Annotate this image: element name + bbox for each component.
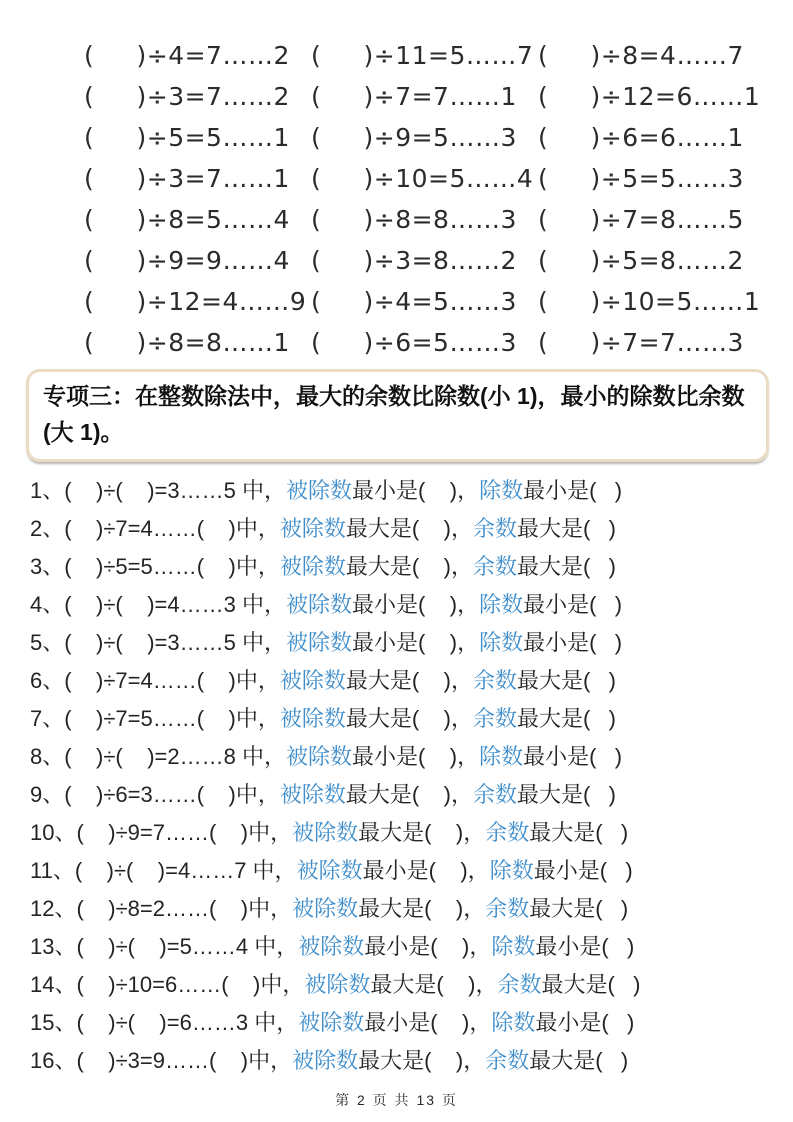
question-middle-text: 最小是( )，	[351, 478, 480, 503]
divisor-remainder-term: 余数	[472, 782, 517, 807]
question-middle-text: 最小是( )，	[362, 858, 490, 883]
division-equation: ( )÷11=5……7	[311, 41, 534, 70]
divisor-remainder-term: 除数	[491, 1010, 536, 1035]
division-equation: ( )÷3=7……1	[84, 164, 290, 193]
question-tail-text: 最大是( )	[529, 820, 629, 845]
question-tail-text: 最小是( )	[523, 478, 623, 503]
divisor-remainder-term: 除数	[479, 744, 524, 769]
question-equation: ( )÷( )=5……4 中，	[76, 934, 299, 959]
question-number: 8、	[30, 744, 65, 769]
dividend-term: 被除数	[279, 516, 346, 541]
question-equation: ( )÷3=9……( )中，	[76, 1048, 293, 1073]
question-tail-text: 最大是( )	[517, 668, 616, 693]
question-number: 5、	[30, 630, 65, 655]
question-tail-text: 最小是( )	[533, 858, 633, 883]
dividend-term: 被除数	[285, 630, 352, 655]
division-equation: ( )÷8=8……1	[84, 328, 290, 357]
question-line	[30, 890, 773, 928]
question-middle-text: 最小是( )，	[364, 1010, 492, 1035]
question-tail-text: 最小是( )	[523, 592, 623, 617]
question-tail-text: 最小是( )	[523, 744, 623, 769]
dividend-term: 被除数	[292, 1048, 359, 1073]
question-middle-text: 最大是( )，	[345, 516, 473, 541]
question-line	[30, 852, 773, 890]
question-line	[30, 548, 773, 586]
question-equation: ( )÷( )=2……8 中，	[64, 744, 286, 769]
question-tail-text: 最大是( )	[529, 1048, 629, 1073]
question-tail-text: 最大是( )	[529, 896, 629, 921]
division-equation: ( )÷8=5……4	[84, 205, 290, 234]
division-equation: ( )÷12=6……1	[538, 82, 761, 111]
question-equation: ( )÷( )=3……5 中，	[64, 478, 286, 503]
question-tail-text: 最小是( )	[535, 934, 635, 959]
question-equation: ( )÷5=5……( )中，	[64, 554, 280, 579]
division-equation: ( )÷7=7……3	[538, 328, 744, 357]
division-equation: ( )÷9=9……4	[84, 246, 290, 275]
division-equation: ( )÷5=5……1	[84, 123, 290, 152]
question-line	[30, 472, 773, 510]
division-equation: ( )÷6=6……1	[538, 123, 744, 152]
division-equation: ( )÷7=8……5	[538, 205, 744, 234]
question-equation: ( )÷7=4……( )中，	[64, 668, 280, 693]
question-tail-text: 最大是( )	[517, 706, 616, 731]
dividend-term: 被除数	[279, 706, 346, 731]
dividend-term: 被除数	[279, 668, 346, 693]
divisor-remainder-term: 除数	[489, 858, 534, 883]
question-middle-text: 最大是( )，	[358, 1048, 486, 1073]
divisor-remainder-term: 余数	[497, 972, 542, 997]
question-number: 16、	[30, 1048, 77, 1073]
division-equation: ( )÷8=8……3	[311, 205, 517, 234]
question-middle-text: 最小是( )，	[351, 630, 480, 655]
question-equation: ( )÷9=7……( )中，	[76, 820, 293, 845]
division-equation: ( )÷10=5……1	[538, 287, 761, 316]
question-equation: ( )÷( )=3……5 中，	[64, 630, 286, 655]
question-tail-text: 最大是( )	[517, 516, 616, 541]
question-line	[30, 776, 773, 814]
division-equation: ( )÷4=7……2	[84, 41, 290, 70]
question-middle-text: 最大是( )，	[358, 820, 486, 845]
question-equation: ( )÷6=3……( )中，	[64, 782, 280, 807]
question-line	[30, 738, 773, 776]
question-tail-text: 最大是( )	[517, 782, 616, 807]
question-number: 11、	[30, 858, 75, 883]
question-line	[30, 510, 773, 548]
divisor-remainder-term: 余数	[472, 706, 517, 731]
divisor-remainder-term: 余数	[472, 516, 517, 541]
dividend-term: 被除数	[292, 820, 359, 845]
section-header-text: 专项三：在整数除法中，最大的余数比除数(小 1)，最小的除数比余数(大 1)。	[43, 383, 745, 445]
question-middle-text: 最大是( )，	[358, 896, 486, 921]
question-middle-text: 最大是( )，	[370, 972, 498, 997]
division-equation: ( )÷6=5……3	[311, 328, 517, 357]
question-line	[30, 700, 773, 738]
division-equation: ( )÷5=5……3	[538, 164, 744, 193]
question-tail-text: 最大是( )	[517, 554, 616, 579]
question-number: 15、	[30, 1010, 77, 1035]
question-number: 12、	[30, 896, 77, 921]
division-equation: ( )÷3=7……2	[84, 82, 290, 111]
question-tail-text: 最小是( )	[523, 630, 623, 655]
question-line	[30, 662, 773, 700]
question-number: 10、	[30, 820, 77, 845]
divisor-remainder-term: 除数	[491, 934, 536, 959]
question-line	[30, 1042, 773, 1080]
divisor-remainder-term: 除数	[479, 592, 524, 617]
dividend-term: 被除数	[279, 782, 346, 807]
dividend-term: 被除数	[285, 592, 352, 617]
division-equation: ( )÷12=4……9	[84, 287, 307, 316]
division-equation: ( )÷4=5……3	[311, 287, 517, 316]
divisor-remainder-term: 余数	[472, 668, 517, 693]
question-line	[30, 928, 773, 966]
dividend-term: 被除数	[298, 1010, 365, 1035]
divisor-remainder-term: 余数	[485, 1048, 530, 1073]
question-number: 13、	[30, 934, 77, 959]
question-number: 14、	[30, 972, 77, 997]
question-tail-text: 最小是( )	[535, 1010, 635, 1035]
page-footer: 第 2 页 共 13 页	[335, 1092, 458, 1108]
division-equation: ( )÷7=7……1	[311, 82, 517, 111]
question-number: 1、	[30, 478, 65, 503]
divisor-remainder-term: 除数	[479, 630, 524, 655]
question-equation: ( )÷10=6……( )中，	[76, 972, 305, 997]
question-middle-text: 最大是( )，	[345, 554, 473, 579]
question-tail-text: 最大是( )	[541, 972, 641, 997]
question-line	[30, 624, 773, 662]
division-equations-grid	[84, 42, 777, 357]
dividend-term: 被除数	[285, 478, 352, 503]
dividend-term: 被除数	[296, 858, 363, 883]
question-number: 6、	[30, 668, 65, 693]
dividend-term: 被除数	[304, 972, 371, 997]
divisor-remainder-term: 余数	[485, 820, 530, 845]
question-equation: ( )÷7=4……( )中，	[64, 516, 280, 541]
division-equation: ( )÷5=8……2	[538, 246, 744, 275]
question-line	[30, 586, 773, 624]
question-equation: ( )÷( )=4……7 中，	[74, 858, 297, 883]
division-equation: ( )÷8=4……7	[538, 41, 744, 70]
divisor-remainder-term: 余数	[485, 896, 530, 921]
question-number: 9、	[30, 782, 65, 807]
dividend-term: 被除数	[298, 934, 365, 959]
question-middle-text: 最小是( )，	[364, 934, 492, 959]
dividend-term: 被除数	[279, 554, 346, 579]
question-equation: ( )÷( )=4……3 中，	[64, 592, 286, 617]
division-equation: ( )÷3=8……2	[311, 246, 517, 275]
question-equation: ( )÷( )=6……3 中，	[76, 1010, 299, 1035]
question-number: 7、	[30, 706, 65, 731]
question-equation: ( )÷7=5……( )中，	[64, 706, 280, 731]
division-equation: ( )÷10=5……4	[311, 164, 534, 193]
question-middle-text: 最大是( )，	[345, 706, 473, 731]
question-number: 4、	[30, 592, 65, 617]
dividend-term: 被除数	[292, 896, 359, 921]
question-number: 3、	[30, 554, 65, 579]
question-middle-text: 最大是( )，	[345, 782, 473, 807]
question-middle-text: 最小是( )，	[351, 592, 480, 617]
question-equation: ( )÷8=2……( )中，	[76, 896, 293, 921]
question-middle-text: 最小是( )，	[351, 744, 480, 769]
division-equation: ( )÷9=5……3	[311, 123, 517, 152]
divisor-remainder-term: 余数	[472, 554, 517, 579]
divisor-remainder-term: 除数	[479, 478, 524, 503]
questions-list	[30, 472, 773, 1080]
question-line	[30, 966, 773, 1004]
question-line	[30, 1004, 773, 1042]
question-number: 2、	[30, 516, 65, 541]
dividend-term: 被除数	[285, 744, 352, 769]
question-middle-text: 最大是( )，	[345, 668, 473, 693]
question-line	[30, 814, 773, 852]
section-header-box	[26, 369, 769, 462]
